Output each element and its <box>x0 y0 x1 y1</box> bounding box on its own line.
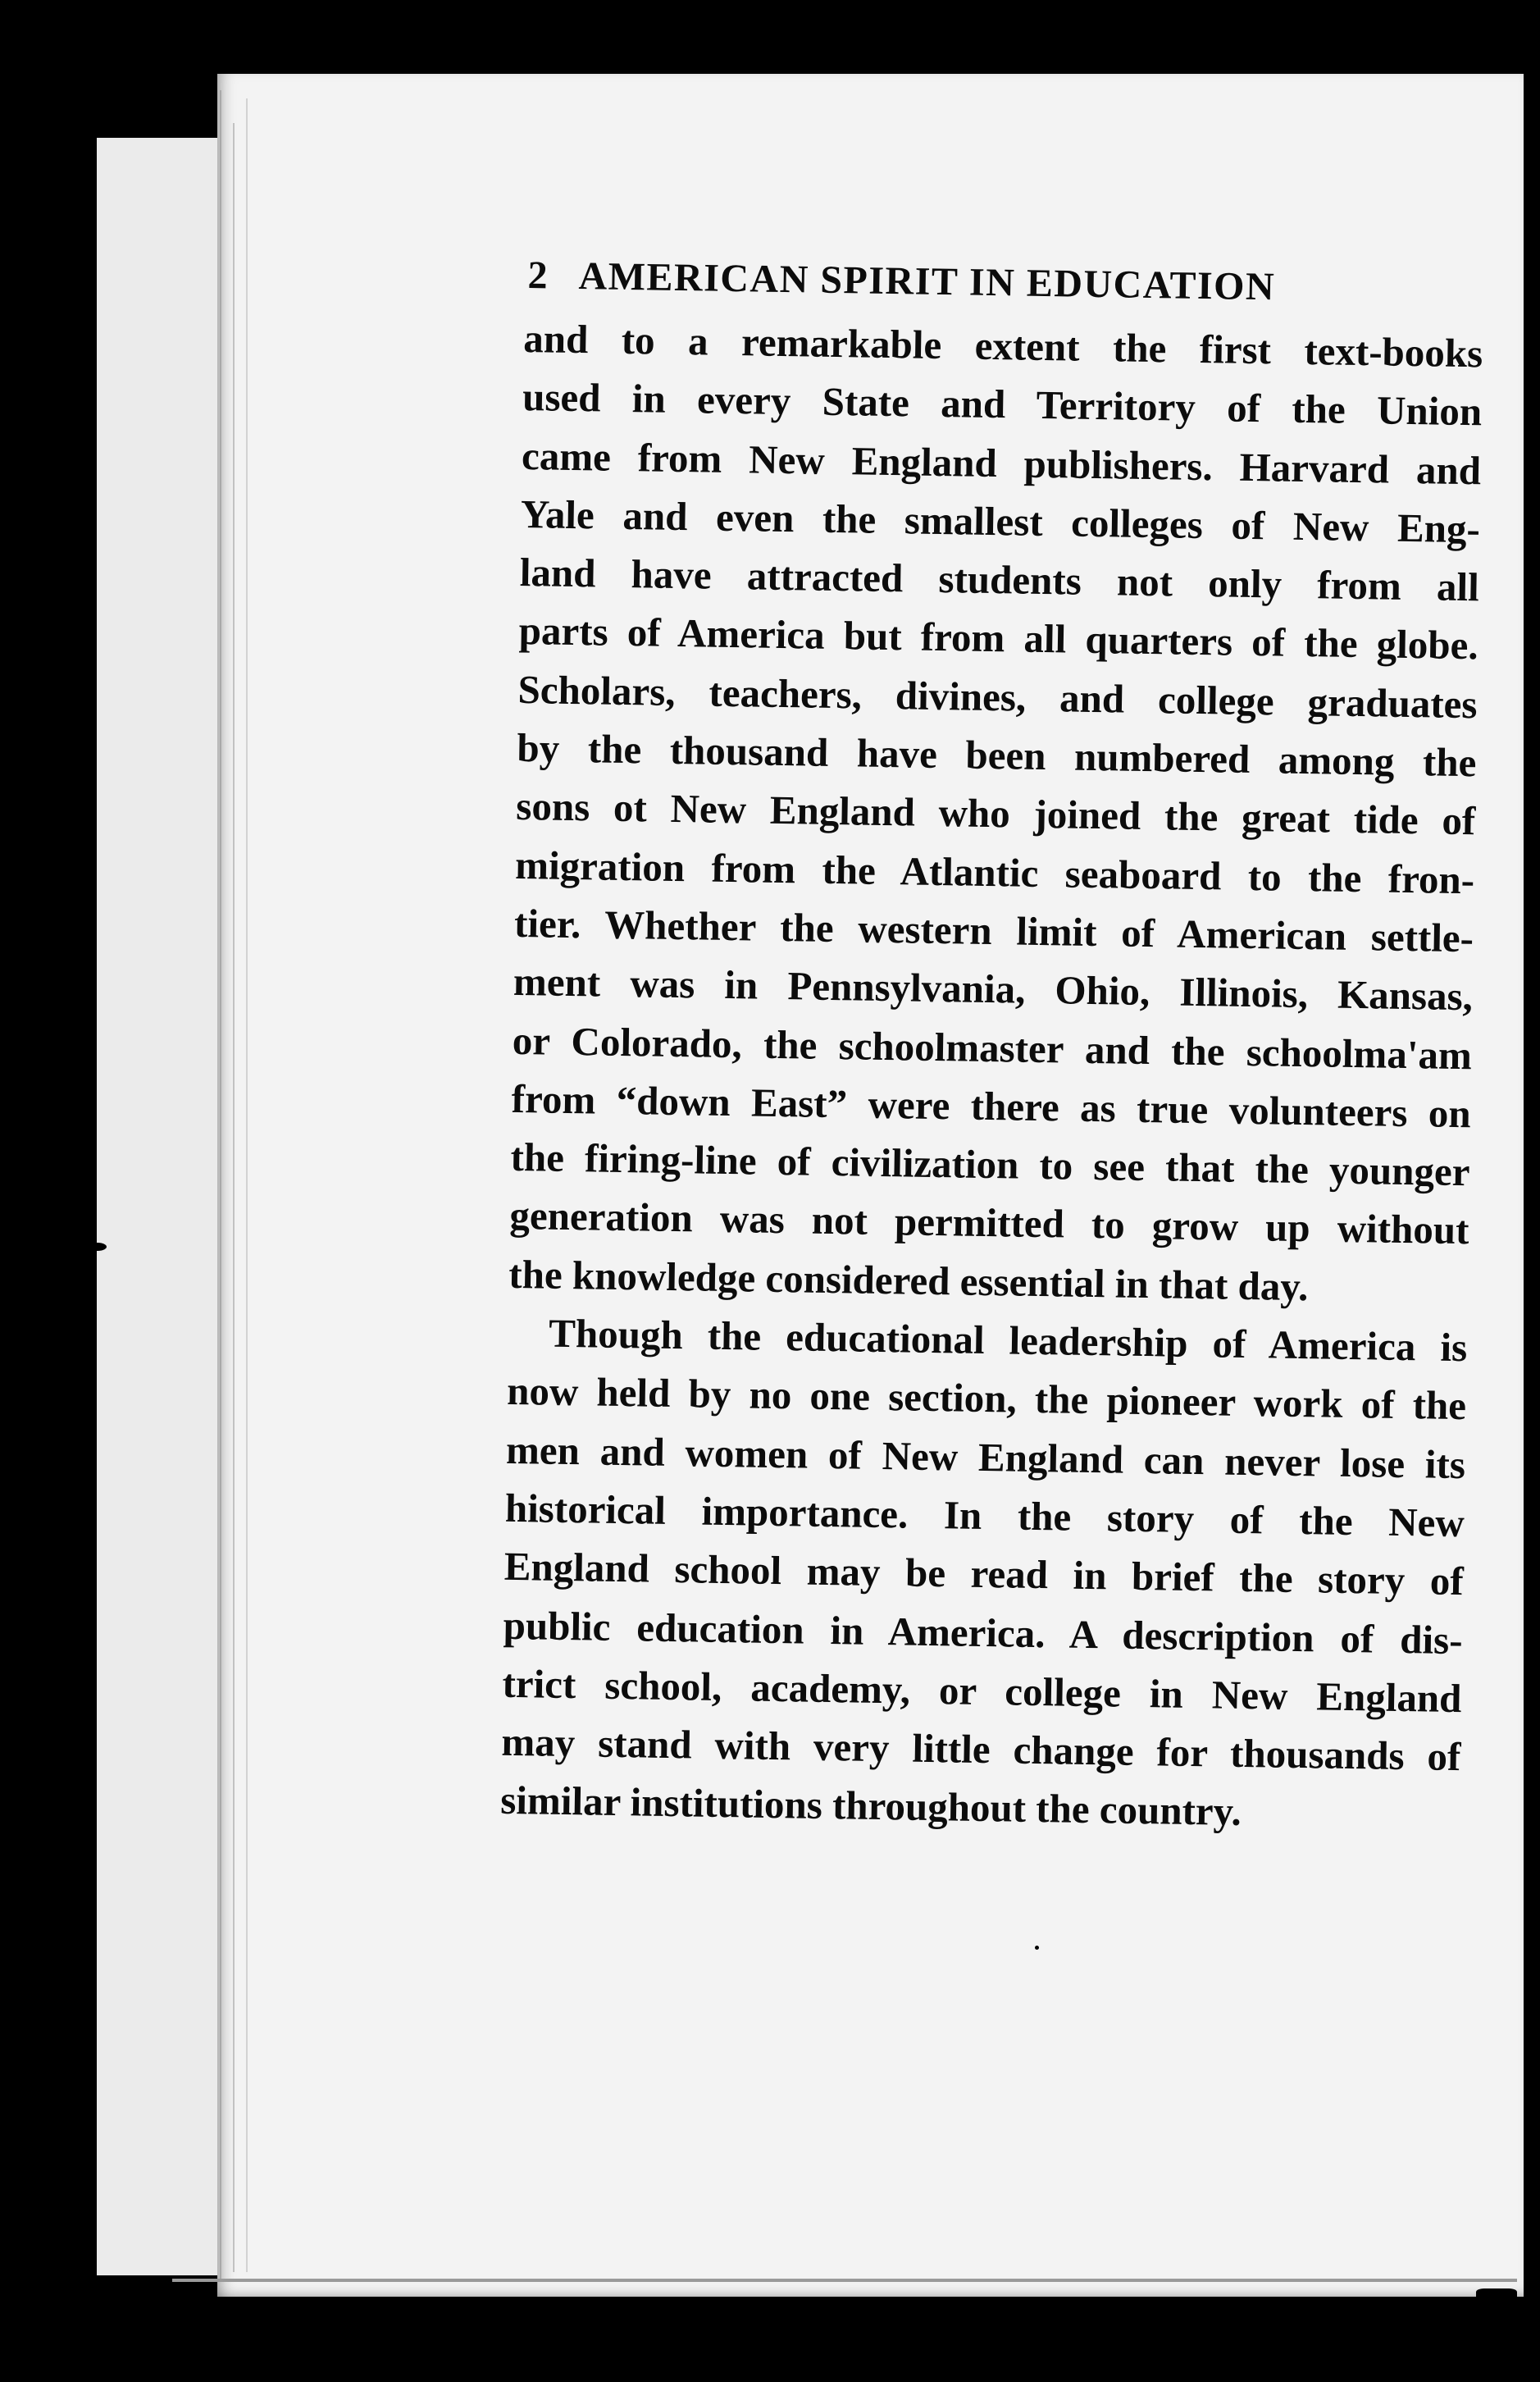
book-title: AMERICAN SPIRIT IN EDUCATION <box>578 254 1276 309</box>
text-line: Scholars, teachers, divines, and college graduates <box>517 666 1478 728</box>
text-line: tier. Whether the western limit of American settle- <box>513 900 1474 961</box>
text-line: the knowledge considered essential in that day. <box>508 1251 1309 1309</box>
paragraph <box>508 309 1483 1318</box>
text-line: land have attracted students not only from all <box>519 550 1480 610</box>
text-line: by the thousand have been numbered among the <box>517 725 1477 786</box>
text-line: may stand with very little change for thousands of <box>501 1718 1461 1780</box>
text-line: parts of America but from all quarters of the globe. <box>518 608 1479 669</box>
text-line: sons ot New England who joined the great tide of <box>515 783 1476 844</box>
page-number: 2 <box>527 253 549 298</box>
text-line: migration from the Atlantic seaboard to the fron- <box>514 842 1475 902</box>
text-line: used in every State and Territory of the Union <box>522 374 1483 435</box>
text-line: Yale and even the smallest colleges of New Eng- <box>520 491 1481 552</box>
text-line: came from New England publishers. Harvard and <box>521 432 1482 493</box>
scan-speck <box>1035 1946 1039 1950</box>
text-line: and to a remarkable extent the first text-books <box>522 315 1483 376</box>
page-edge-line <box>233 123 235 2272</box>
text-line: generation was not permitted to grow up without <box>509 1193 1469 1253</box>
text-line: ment was in Pennsylvania, Ohio, Illinois, Kansas, <box>513 959 1474 1020</box>
text-line: England school may be read in brief the story of <box>503 1544 1465 1604</box>
text-line: historical importance. In the story of the New <box>504 1485 1465 1546</box>
page-text <box>500 253 1484 1845</box>
text-line: public education in America. A description of dis- <box>503 1602 1464 1663</box>
text-line: Though the educational leadership of America is <box>548 1310 1468 1371</box>
scan-speck <box>541 49 551 74</box>
text-line: the firing-line of civilization to see that the younger <box>510 1134 1470 1195</box>
underlying-page <box>97 138 226 2275</box>
text-line: from “down East” were there as true volunteers on <box>511 1075 1472 1137</box>
text-line: similar institutions throughout the country. <box>499 1777 1242 1835</box>
page-edge-line <box>220 90 221 2280</box>
text-line: men and women of New England can never lose its <box>505 1426 1466 1487</box>
body-text <box>500 309 1483 1845</box>
text-line: trict school, academy, or college in New England <box>502 1660 1462 1721</box>
page-edge-line <box>246 98 248 2272</box>
page-bottom-edge <box>172 2279 1517 2282</box>
scan-speck <box>89 1243 107 1251</box>
paragraph <box>500 1303 1468 1845</box>
scan-speck <box>1476 2288 1517 2307</box>
text-line: or Colorado, the schoolmaster and the schoolma'am <box>512 1017 1473 1078</box>
text-line: now held by no one section, the pioneer work of the <box>506 1368 1467 1429</box>
